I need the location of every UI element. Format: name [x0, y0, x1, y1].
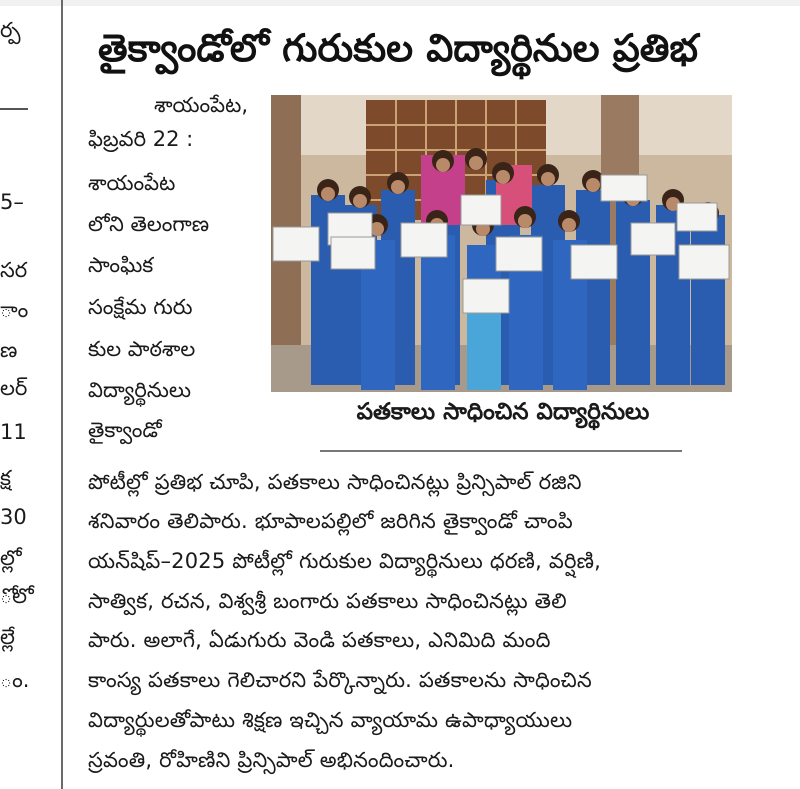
intro-line: ఫిబ్రవరి 22 : [88, 127, 194, 151]
column-fragment: ల్లో [0, 546, 22, 570]
group-photo [271, 95, 732, 392]
body-line: శనివారం తెలిపారు. భూపాలపల్లిలో జరిగిన తైక్వాండో చాంపి [88, 509, 573, 533]
column-fragment: 5– [0, 190, 24, 214]
column-fragment: ర్ప [0, 18, 21, 42]
body-line: పోటీల్లో ప్రతిభ చూపి, పతకాలు సాధించినట్లు ప్రిన్సిపాల్ రజిని [88, 470, 582, 494]
photo-caption: పతకాలు సాధించిన విద్యార్థినులు [356, 399, 650, 425]
column-fragment: 30 [0, 505, 27, 529]
column-fragment: ల్లే [0, 625, 15, 649]
column-rule [0, 108, 28, 110]
column-divider [61, 0, 63, 789]
column-fragment: 11 [0, 420, 27, 444]
intro-line: కుల పాఠశాల [88, 337, 196, 361]
body-line: యన్‌షిప్–2025 పోటీల్లో గురుకుల విద్యార్థినులు ధరణి, వర్షిణి, [88, 549, 602, 573]
headline: తైక్వాండోలో గురుకుల విద్యార్థినుల ప్రతిభ [98, 26, 699, 70]
column-fragment: ణ [0, 338, 18, 362]
body-line: కాంస్య పతకాలు గెలిచారని పేర్కొన్నారు. పతకాలను సాధించిన [88, 668, 592, 692]
column-fragment: క్ష [0, 466, 11, 490]
body-line: స్రవంతి, రోహిణిని ప్రిన్సిపాల్ అభినందించారు. [88, 748, 455, 772]
intro-line: శాయంపేట [88, 171, 176, 195]
column-fragment: సర [0, 258, 28, 282]
column-fragment: ం. [0, 668, 30, 692]
body-line: సాత్విక, రచన, విశ్వశ్రీ బంగారు పతకాలు సాధించినట్లు తెలి [88, 589, 567, 613]
intro-line: విద్యార్థినులు [88, 378, 192, 402]
column-fragment: ాం [0, 298, 29, 322]
caption-rule [320, 450, 682, 452]
intro-line: సంక్షేమ గురు [88, 295, 193, 319]
intro-line: తైక్వాండో [88, 418, 162, 442]
group-photo-illustration [271, 95, 732, 392]
top-strip [0, 0, 800, 6]
body-line: విద్యార్థులతోపాటు శిక్షణ ఇచ్చిన వ్యాయామ ఉపాధ్యాయులు [88, 708, 573, 732]
intro-line: శాయంపేట, [154, 93, 248, 117]
intro-line: సాంఘిక [88, 253, 154, 277]
adjacent-column [0, 0, 60, 789]
body-line: పారు. అలాగే, ఏడుగురు వెండి పతకాలు, ఎనిమిది మంది [88, 628, 551, 652]
intro-line: లోని తెలంగాణ [88, 212, 210, 236]
column-fragment: ోలో [0, 584, 34, 608]
column-fragment: లర్ [0, 376, 28, 400]
